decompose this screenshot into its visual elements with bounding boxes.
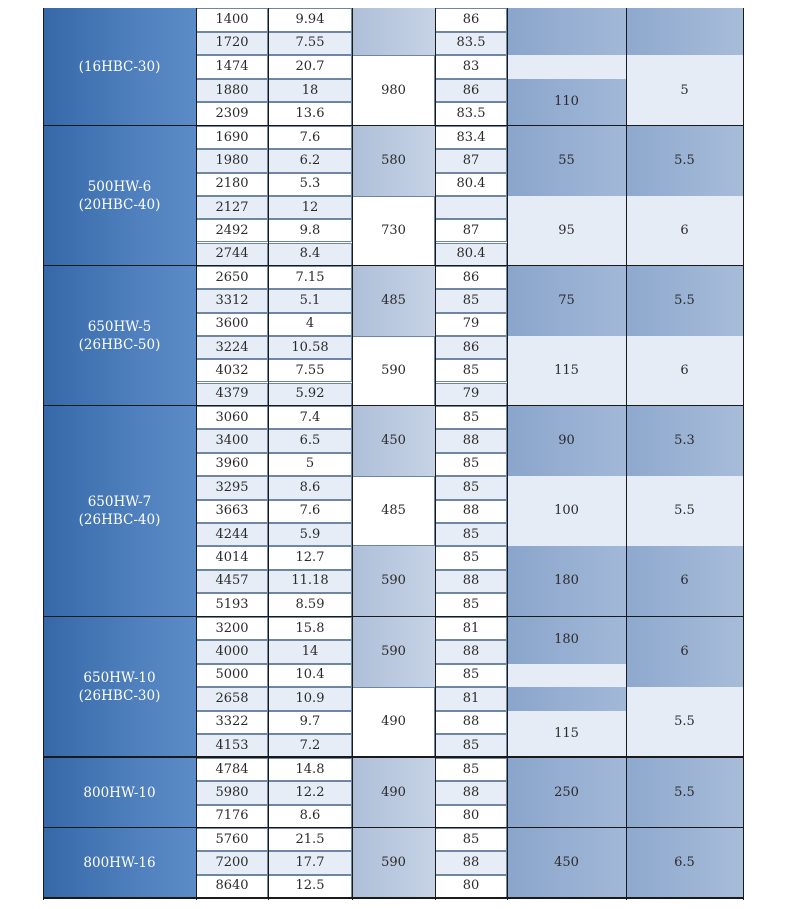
npsh-cell: 6 [626,546,743,616]
npsh-cell: 6 [626,196,743,266]
efficiency-cell: 85 [435,406,507,429]
speed-cell: 490 [352,687,435,757]
head-cell: 5 [268,453,352,476]
efficiency-cell: 86 [435,8,507,32]
head-cell: 6.5 [268,429,352,452]
column-rule [435,8,436,900]
flow-cell: 8640 [196,875,268,898]
head-cell: 15.8 [268,617,352,640]
flow-cell: 5193 [196,593,268,616]
column-rule [352,8,353,900]
flow-cell: 4032 [196,359,268,382]
npsh-cell: 6 [626,617,743,687]
power-cell [507,664,626,687]
flow-cell: 4244 [196,523,268,546]
flow-cell: 3295 [196,476,268,499]
flow-cell: 3663 [196,500,268,523]
head-cell: 7.55 [268,32,352,56]
head-cell: 7.2 [268,734,352,757]
efficiency-cell: 85 [435,828,507,851]
speed-cell: 590 [352,828,435,898]
efficiency-cell: 80.4 [435,173,507,196]
head-cell: 12.7 [268,546,352,569]
efficiency-cell: 85 [435,359,507,382]
efficiency-cell: 88 [435,781,507,804]
power-cell: 180 [507,617,626,664]
flow-cell: 1720 [196,32,268,56]
flow-cell: 4000 [196,640,268,663]
head-cell: 4 [268,313,352,336]
speed-cell: 485 [352,266,435,336]
head-cell: 5.3 [268,173,352,196]
speed-cell: 450 [352,406,435,476]
flow-cell: 7200 [196,851,268,874]
npsh-cell: 5.5 [626,126,743,196]
column-rule [507,8,508,900]
efficiency-cell: 80 [435,875,507,898]
head-cell: 11.18 [268,570,352,593]
head-cell: 13.6 [268,102,352,126]
flow-cell: 4379 [196,383,268,406]
efficiency-cell: 83.4 [435,126,507,149]
power-cell: 450 [507,828,626,898]
head-cell: 8.6 [268,476,352,499]
npsh-cell: 5 [626,55,743,126]
speed-cell: 485 [352,476,435,546]
head-cell: 10.58 [268,336,352,359]
power-cell: 75 [507,266,626,336]
efficiency-cell: 83.5 [435,32,507,56]
flow-cell: 4784 [196,758,268,781]
efficiency-cell: 87 [435,219,507,242]
flow-cell: 4014 [196,546,268,569]
efficiency-cell: 85 [435,664,507,687]
head-cell: 7.15 [268,266,352,289]
head-cell: 17.7 [268,851,352,874]
column-rule [743,8,744,900]
npsh-cell: 5.5 [626,758,743,828]
power-cell: 100 [507,476,626,546]
power-cell: 115 [507,711,626,758]
flow-cell: 3200 [196,617,268,640]
head-cell: 12 [268,196,352,219]
speed-cell: 980 [352,55,435,126]
column-rule [196,8,197,900]
head-cell: 7.4 [268,406,352,429]
head-cell: 5.1 [268,289,352,312]
efficiency-cell: 88 [435,500,507,523]
flow-cell: 1474 [196,55,268,79]
head-cell: 10.9 [268,687,352,710]
efficiency-cell: 85 [435,546,507,569]
efficiency-cell: 88 [435,429,507,452]
head-cell: 5.9 [268,523,352,546]
power-cell: 95 [507,196,626,266]
column-rule [268,8,269,900]
flow-cell: 1400 [196,8,268,32]
flow-cell: 2492 [196,219,268,242]
efficiency-cell: 85 [435,593,507,616]
power-cell [507,8,626,55]
efficiency-cell: 86 [435,266,507,289]
efficiency-cell: 80.4 [435,243,507,266]
flow-cell: 3322 [196,711,268,734]
model-cell: (16HBC-30) [43,8,196,126]
power-cell: 180 [507,546,626,616]
power-cell: 250 [507,758,626,828]
efficiency-cell: 85 [435,523,507,546]
head-cell: 9.94 [268,8,352,32]
efficiency-cell: 88 [435,570,507,593]
power-cell: 110 [507,79,626,126]
flow-cell: 3960 [196,453,268,476]
model-cell: 650HW-10 (26HBC-30) [43,617,196,757]
npsh-cell: 5.5 [626,266,743,336]
flow-cell: 2127 [196,196,268,219]
head-cell: 9.8 [268,219,352,242]
power-cell: 115 [507,336,626,406]
flow-cell: 5980 [196,781,268,804]
speed-cell: 590 [352,546,435,616]
head-cell: 14 [268,640,352,663]
npsh-cell: 5.3 [626,406,743,476]
efficiency-cell: 85 [435,476,507,499]
flow-cell: 1980 [196,149,268,172]
column-rule [626,8,627,900]
group-separator [43,897,743,899]
head-cell: 8.6 [268,805,352,828]
head-cell: 12.2 [268,781,352,804]
power-cell: 55 [507,126,626,196]
model-cell: 650HW-7 (26HBC-40) [43,406,196,617]
head-cell: 12.5 [268,875,352,898]
power-cell [507,55,626,79]
flow-cell: 3312 [196,289,268,312]
efficiency-cell: 83.5 [435,102,507,126]
head-cell: 14.8 [268,758,352,781]
power-cell: 90 [507,406,626,476]
flow-cell: 2658 [196,687,268,710]
flow-cell: 7176 [196,805,268,828]
flow-cell: 3224 [196,336,268,359]
head-cell: 18 [268,79,352,103]
speed-cell: 490 [352,758,435,828]
efficiency-cell: 81 [435,617,507,640]
flow-cell: 2650 [196,266,268,289]
speed-cell [352,8,435,55]
efficiency-cell: 87 [435,149,507,172]
efficiency-cell: 79 [435,313,507,336]
flow-cell: 2180 [196,173,268,196]
head-cell: 8.4 [268,243,352,266]
npsh-cell: 5.5 [626,476,743,546]
npsh-cell: 5.5 [626,687,743,757]
efficiency-cell [435,196,507,219]
efficiency-cell: 85 [435,289,507,312]
flow-cell: 3060 [196,406,268,429]
speed-cell: 590 [352,617,435,687]
flow-cell: 2309 [196,102,268,126]
efficiency-cell: 86 [435,336,507,359]
efficiency-cell: 81 [435,687,507,710]
efficiency-cell: 79 [435,383,507,406]
efficiency-cell: 83 [435,55,507,79]
head-cell: 20.7 [268,55,352,79]
efficiency-cell: 85 [435,453,507,476]
flow-cell: 1880 [196,79,268,103]
npsh-cell [626,8,743,55]
model-cell: 500HW-6 (20HBC-40) [43,126,196,266]
power-cell [507,687,626,710]
head-cell: 8.59 [268,593,352,616]
efficiency-cell: 88 [435,851,507,874]
efficiency-cell: 86 [435,79,507,103]
flow-cell: 1690 [196,126,268,149]
flow-cell: 5000 [196,664,268,687]
model-cell: 800HW-10 [43,758,196,828]
column-rule [43,8,44,900]
efficiency-cell: 85 [435,758,507,781]
head-cell: 7.6 [268,126,352,149]
speed-cell: 730 [352,196,435,266]
model-cell: 650HW-5 (26HBC-50) [43,266,196,406]
model-cell: 800HW-16 [43,828,196,898]
flow-cell: 3400 [196,429,268,452]
flow-cell: 3600 [196,313,268,336]
flow-cell: 4153 [196,734,268,757]
npsh-cell: 6 [626,336,743,406]
head-cell: 7.6 [268,500,352,523]
efficiency-cell: 88 [435,711,507,734]
speed-cell: 590 [352,336,435,406]
head-cell: 21.5 [268,828,352,851]
head-cell: 7.55 [268,359,352,382]
flow-cell: 4457 [196,570,268,593]
head-cell: 6.2 [268,149,352,172]
head-cell: 5.92 [268,383,352,406]
efficiency-cell: 85 [435,734,507,757]
efficiency-cell: 88 [435,640,507,663]
head-cell: 9.7 [268,711,352,734]
efficiency-cell: 80 [435,805,507,828]
npsh-cell: 6.5 [626,828,743,898]
flow-cell: 2744 [196,243,268,266]
head-cell: 10.4 [268,664,352,687]
speed-cell: 580 [352,126,435,196]
flow-cell: 5760 [196,828,268,851]
